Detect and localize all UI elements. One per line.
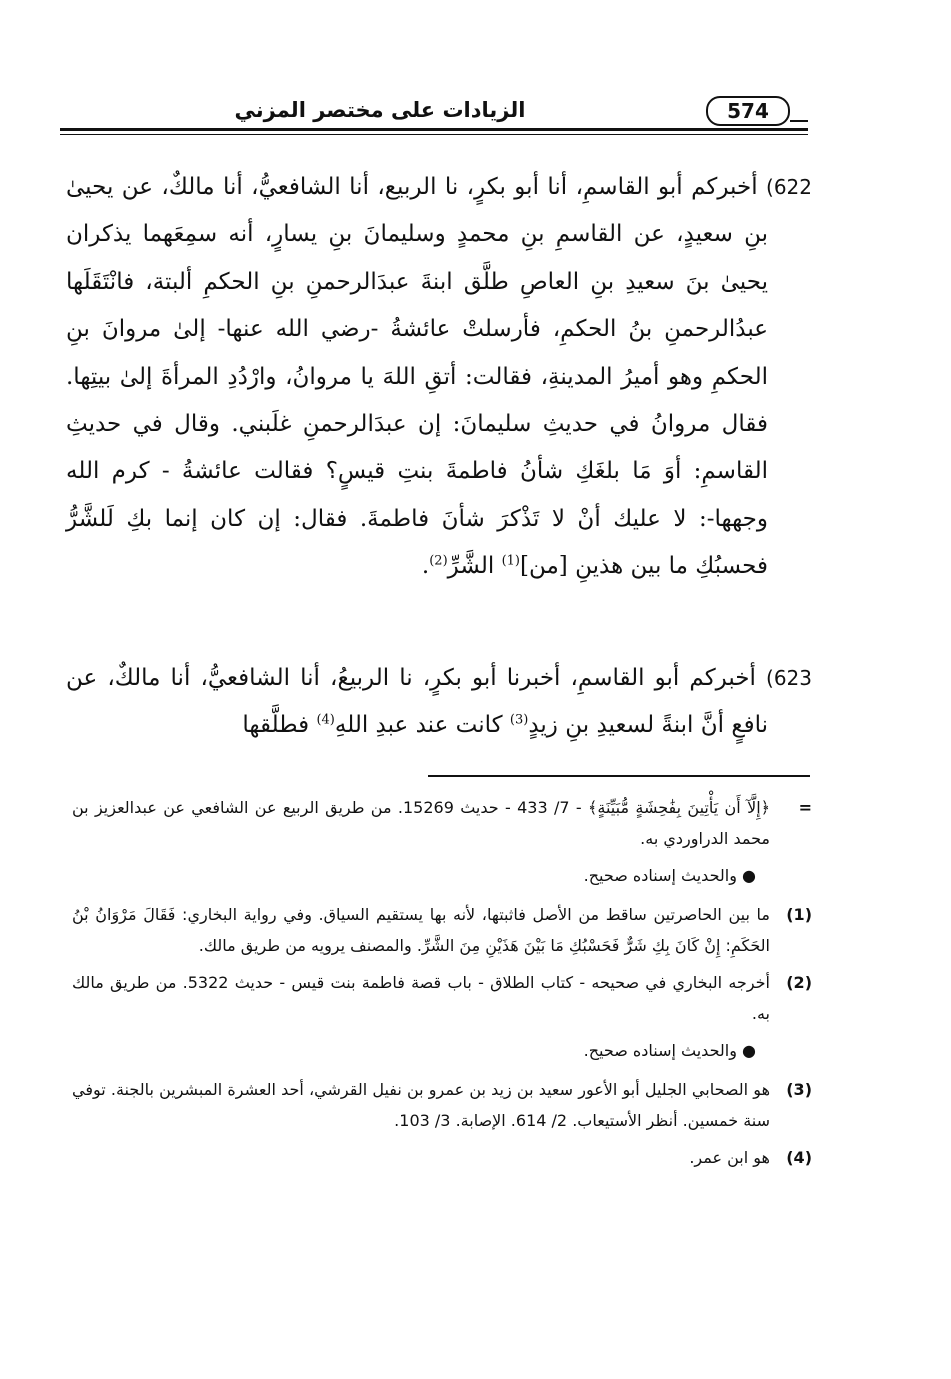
footnote-mark: = [798,798,812,817]
hadith-number: 622) [766,175,812,199]
running-title: الزيادات على مختصر المزني [234,98,526,122]
footnote-ref: (2) [429,553,448,569]
footnote-1 [72,899,812,961]
footnote-mark: (4) [786,1148,812,1167]
hadith-paragraph [66,655,812,750]
header-rule-thin [60,134,808,135]
footnote-mark: (3) [786,1080,812,1099]
footnote-bullet: ● والحديث إسناده صحيح. [583,1041,756,1060]
hadith-number: 623) [766,666,812,690]
hadith-text-end: . [421,553,430,580]
footnotes [72,792,812,1179]
header-rule-thick [60,128,808,131]
footnote-2 [72,967,812,1029]
hadith-text-mid: كانت عند عبدِ اللهِ [334,712,510,739]
hadith-622 [66,164,812,591]
footnote-mark: (1) [786,905,812,924]
hadith-text: أخبركم أبو القاسمِ، أنا أبو بكرٍ، نا الربيع، أنا الشافعيُّ، أنا مالكٌ، عن يحيىٰ بنِ سعيدٍ، عن القاسمِ بنِ محمدٍ وسليمانَ بنِ يسارٍ، أنه سمِعَهما يذكران يحيىٰ بنَ سعيدِ بنِ العاصِ طلَّق ابنةَ عبدَالرحمنِ بنِ الحكمِ ألبتة، فانْتَقَلَها عبدُالرحمنِ بنُ الحكمِ، فأرسلتْ عائشةُ -رضي الله عنها- إلىٰ مروانَ بنِ الحكمِ وهو أميرُ المدينةِ، فقالت: أتقِ اللهَ يا مروانُ، وارْدُدِ المرأةَ إلىٰ بيتِها. فقال مروانُ في حديثِ سليمانَ: إن عبدَالرحمنِ غلَبني. وقال في حديثِ القاسمِ: أوَ مَا بلغَكِ شأنُ فاطمةَ بنتِ قيسٍ؟ فقالت عائشةُ - كرم الله وجهها-: لا عليك أنْ لا تَذْكرَ شأنَ فاطمةَ. فقال: إن كان إنما بكِ لَلشَّرُّ فحسبُكِ ما بين هذينِ [من] [66,174,768,580]
footnote-text: ﴿إِلَّآ أَن يَأْتِينَ بِفَٰحِشَةٍ مُّبَيِّنَةٍ﴾ - 7/ 433 - حديث 15269. من طريق الربيع عن الشافعي عن عبدالعزيز بن محمد الدراوردي به. [72,798,771,848]
footnote-continuation [72,792,812,854]
page-header [60,92,808,132]
footnote-mark: (2) [786,973,812,992]
page-number: 574 [706,96,790,126]
footnote-bullet: ● والحديث إسناده صحيح. [583,866,756,885]
hadith-623 [66,655,812,750]
hadith-text: أخبركم أبو القاسمِ، أخبرنا أبو بكرٍ، نا الربيعُ، أنا الشافعيُّ، أنا مالكٌ، عن نافعٍ أنَّ ابنةً لسعيدِ بنِ زيدٍ [66,665,768,739]
hadith-text-tail: الشَّرِّ [447,553,502,580]
footnote-3 [72,1074,812,1136]
footnote-text: ما بين الحاصرتين ساقط من الأصل فاثبتها، لأنه بها يستقيم السياق. وفي رواية البخاري: فَقَالَ مَرْوَانُ بْنُ الحَكَمِ: إِنْ كَانَ بِكِ شَرٌّ فَحَسْبُكِ مَا بَيْنَ هَذَيْنِ مِنَ الشَّرِّ. والمصنف يرويه من طريق مالك. [72,905,770,955]
footnote-text: هو ابن عمر. [689,1148,770,1167]
hadith-text-tail: فطلَّقها [242,712,317,739]
footnote-separator [428,775,810,777]
footnote-ref: (4) [316,712,335,728]
footnote-4 [72,1142,812,1173]
footnote-text: هو الصحابي الجليل أبو الأعور سعيد بن زيد بن عمرو بن نفيل القرشي، أحد العشرة المبشرين بالجنة. توفي سنة خمسين. أنظر الأستيعاب. 2/ 614. الإصابة. 3/ 103. [72,1080,770,1130]
hadith-paragraph [66,164,812,591]
footnote-text: أخرجه البخاري في صحيحه - كتاب الطلاق - باب قصة فاطمة بنت قيس - حديث 5322. من طريق مالك به. [72,973,770,1023]
header-rule-stub [790,120,808,122]
footnote-ref: (1) [501,553,520,569]
footnote-ref: (3) [509,712,529,728]
